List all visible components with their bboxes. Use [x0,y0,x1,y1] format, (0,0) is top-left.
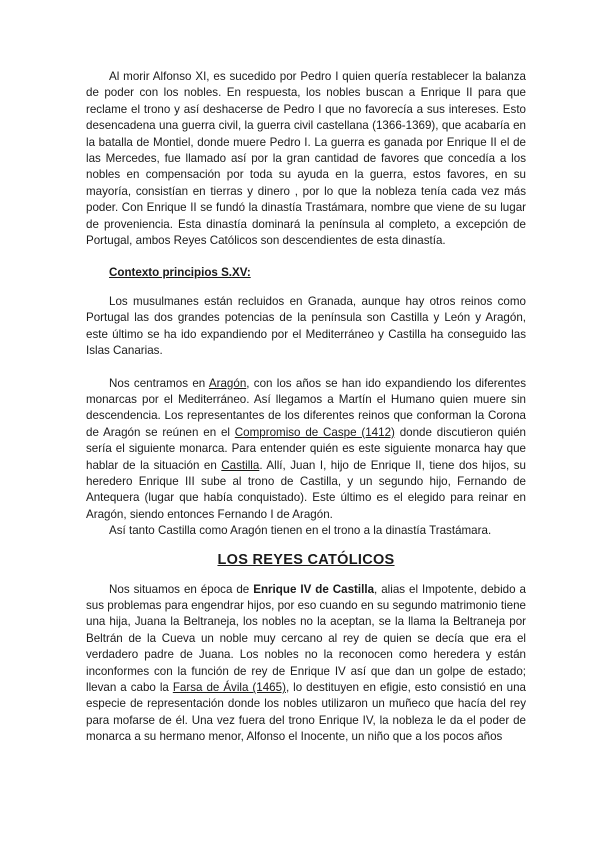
bold-enrique-iv: Enrique IV de Castilla [253,582,375,596]
underlined-castilla: Castilla [221,458,260,472]
section-subheading: Contexto principios S.XV: [109,266,251,280]
paragraph-text: Así tanto Castilla como Aragón tienen en el trono a la dinastía Trastámara. [109,524,492,538]
paragraph-context [86,294,526,360]
paragraph-text: , alias el Impotente, debido a sus problemas para engendrar hijos, por eso cuando en su segundo matrimonio tiene una hija, Juana la Beltraneja, los nobles no la aceptan, se la llama la Beltraneja por Beltrán de la Cueva un noble muy cercano al rey de quien se decía que era el verdadero padre de Juana. Los nobles no la reconocen como heredera y están inconformes con la función de rey de Enrique IV así que dan un golpe de estado; llevan a cabo la [86,582,526,694]
paragraph-enrique-iv [86,582,526,746]
paragraph-text: Al morir Alfonso XI, es sucedido por Pedro I quien quería restablecer la balanza de poder con los nobles. En respuesta, los nobles buscan a Enrique II para que reclame el trono y así deshacerse de Pedro I que no favorecía a sus intereses. Esto desencadena una guerra civil, la guerra civil castellana (1366-1369), que acabaría en la batalla de Montiel, donde muere Pedro I. La guerra es ganada por Enrique II el de las Mercedes, fue llamado así por la gran cantidad de favores que concedía a los nobles en compensación por toda su ayuda en la guerra, estos favores, en su mayoría, consistían en tierras y dinero , por lo que la nobleza tenía cada vez más poder. Con Enrique II se fundó la dinastía Trastámara, nombre que viene de su lugar de proveniencia. Esta dinastía dominará la península al completo, a excepción de Portugal, ambos Reyes Católicos son descendientes de esta dinastía. [86,70,526,248]
paragraph-pedro-i [86,69,526,249]
paragraph-text: Nos situamos en época de [109,582,254,596]
underlined-aragon: Aragón [208,376,247,390]
section-title: LOS REYES CATÓLICOS [217,551,395,568]
paragraph-text: donde discutieron quién sería el siguiente monarca. Para entender quién es este siguiente monarca hay que hablar de la situación en [86,425,526,472]
paragraph-text: Los musulmanes están recluidos en Granada, aunque hay otros reinos como Portugal las dos grandes potencias de la península son Castilla y León y Aragón, este último se ha ido expandiendo por el Mediterráneo y Castilla ha conseguido las Islas Canarias. [86,294,526,358]
underlined-farsa-avila: Farsa de Ávila (1465) [172,681,286,694]
document-page [86,69,526,746]
underlined-compromiso-caspe: Compromiso de Caspe (1412) [234,425,395,439]
paragraph-aragon [86,376,526,524]
paragraph-text: , lo destituyen en efigie, esto consistió en una especie de representación donde los nobles utilizaron un muñeco que hacía del rey para mofarse de él. Una vez fuera del trono Enrique IV, la nobleza le da el poder de monarca a su hermano menor, Alfonso el Inocente, un niño que a los pocos años [86,681,526,744]
paragraph-trastamara [86,523,526,539]
paragraph-text: Nos centramos en [109,376,209,390]
paragraph-text: , con los años se han ido expandiendo los diferentes monarcas por el Mediterráneo. Así llegamos a Martín el Humano quien muere sin descendencia. Los representantes de los diferentes reinos que conforman la Corona de Aragón se reúnen en el [86,376,526,439]
paragraph-text: . Allí, Juan I, hijo de Enrique II, tiene dos hijos, su heredero Enrique III sube al trono de Castilla, y un segundo hijo, Fernando de Antequera (lugar que había conquistado). Este último es el elegido para reinar en Aragón, siendo entonces Fernando I de Aragón. [86,458,526,521]
